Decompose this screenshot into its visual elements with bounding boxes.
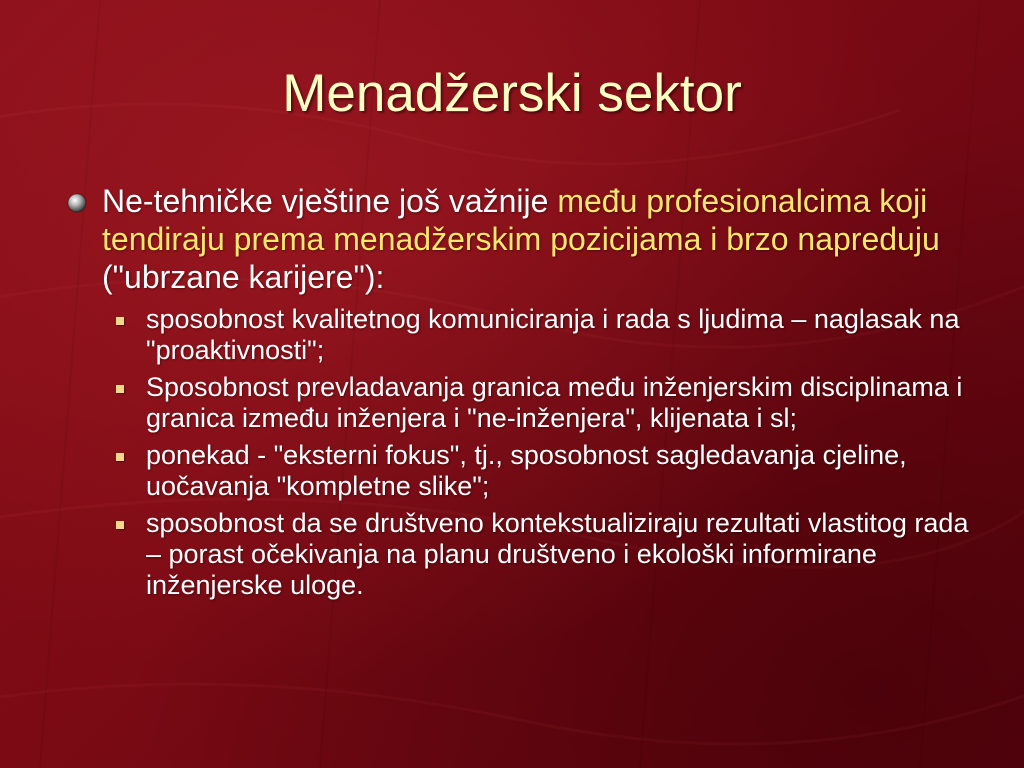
sub-bullet-item xyxy=(60,508,970,601)
sphere-bullet-icon xyxy=(66,192,88,214)
sub-bullet-text: ponekad - "eksterni fokus", tj., sposobnost sagledavanja cjeline, uočavanja "kompletne slike"; xyxy=(146,440,907,501)
sub-bullet-item xyxy=(60,440,970,502)
slide-title: Menadžerski sektor xyxy=(282,64,742,123)
sub-bullet-text: sposobnost kvalitetnog komuniciranja i rada s ljudima – naglasak na "proaktivnosti"; xyxy=(146,304,960,365)
sub-bullet-item xyxy=(60,372,970,434)
main-point-text-start: Ne-tehničke vještine još važnije xyxy=(102,183,558,219)
sub-bullet-list xyxy=(60,304,970,601)
sub-bullet-text: sposobnost da se društveno kontekstualiziraju rezultati vlastitog rada – porast očekivanja na planu društveno i ekološki informirane inženjerske uloge. xyxy=(146,508,969,600)
square-bullet-icon xyxy=(116,453,124,461)
slide-body xyxy=(60,182,970,607)
main-bullet-point xyxy=(60,182,970,296)
sub-bullet-item xyxy=(60,304,970,366)
square-bullet-icon xyxy=(116,317,124,325)
square-bullet-icon xyxy=(116,385,124,393)
sub-bullet-text: Sposobnost prevladavanja granica među inženjerskim disciplinama i granica između inženjera i "ne-inženjera", klijenata i sl; xyxy=(146,372,963,433)
main-point-text-end: ("ubrzane karijere"): xyxy=(102,259,385,295)
main-point-text-accent: među profesionalcima koji tendiraju prema menadžerskim pozicijama i brzo napreduju xyxy=(102,183,940,257)
square-bullet-icon xyxy=(116,521,124,529)
